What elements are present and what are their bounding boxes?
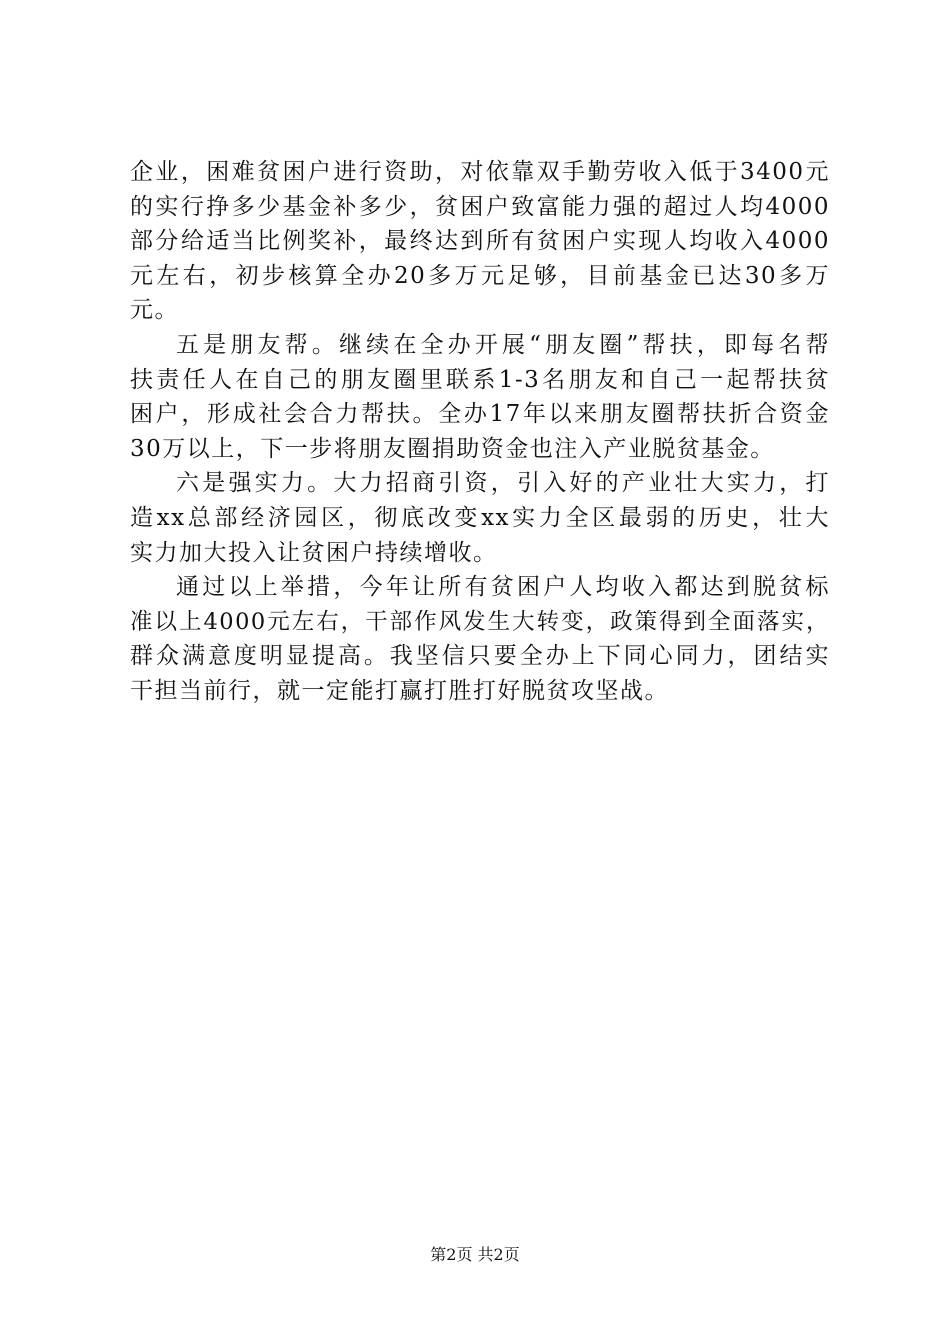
text-line: 元。 [130, 297, 179, 324]
text-line: 困户，形成社会合力帮扶。全办17年以来朋友圈帮扶折合资金 [130, 401, 830, 428]
text-line: 企业，困难贫困户进行资助，对依靠双手勤劳收入低于3400元 [130, 159, 830, 185]
text-line: 五是朋友帮。继续在全办开展“朋友圈”帮扶，即每名帮 [176, 331, 830, 358]
paragraph-funding [130, 155, 830, 328]
text-line: 六是强实力。大力招商引资，引入好的产业壮大实力，打 [176, 470, 830, 497]
text-line: 扶责任人在自己的朋友圈里联系1-3名朋友和自己一起帮扶贫 [130, 366, 830, 393]
page-number-footer: 第2页 共2页 [430, 1245, 520, 1264]
text-line: 元左右，初步核算全办20多万元足够，目前基金已达30多万 [130, 262, 830, 289]
paragraph-strength [130, 466, 830, 570]
paragraph-conclusion [130, 570, 830, 708]
text-line: 30万以上，下一步将朋友圈捐助资金也注入产业脱贫基金。 [130, 435, 775, 462]
text-line: 准以上4000元左右，干部作风发生大转变，政策得到全面落实， [130, 608, 830, 635]
paragraph-friends-help [130, 328, 830, 466]
text-line: 通过以上举措，今年让所有贫困户人均收入都达到脱贫标 [176, 574, 830, 601]
text-line: 造xx总部经济园区，彻底改变xx实力全区最弱的历史，壮大 [130, 504, 830, 531]
text-line: 群众满意度明显提高。我坚信只要全办上下同心同力，团结实 [130, 643, 830, 670]
text-line: 的实行挣多少基金补多少，贫困户致富能力强的超过人均4000 [130, 193, 830, 220]
text-line: 干担当前行，就一定能打赢打胜打好脱贫攻坚战。 [130, 677, 669, 704]
text-line: 实力加大投入让贫困户持续增收。 [130, 539, 498, 566]
text-line: 部分给适当比例奖补，最终达到所有贫困户实现人均收入4000 [130, 228, 830, 255]
document-body [130, 155, 830, 709]
